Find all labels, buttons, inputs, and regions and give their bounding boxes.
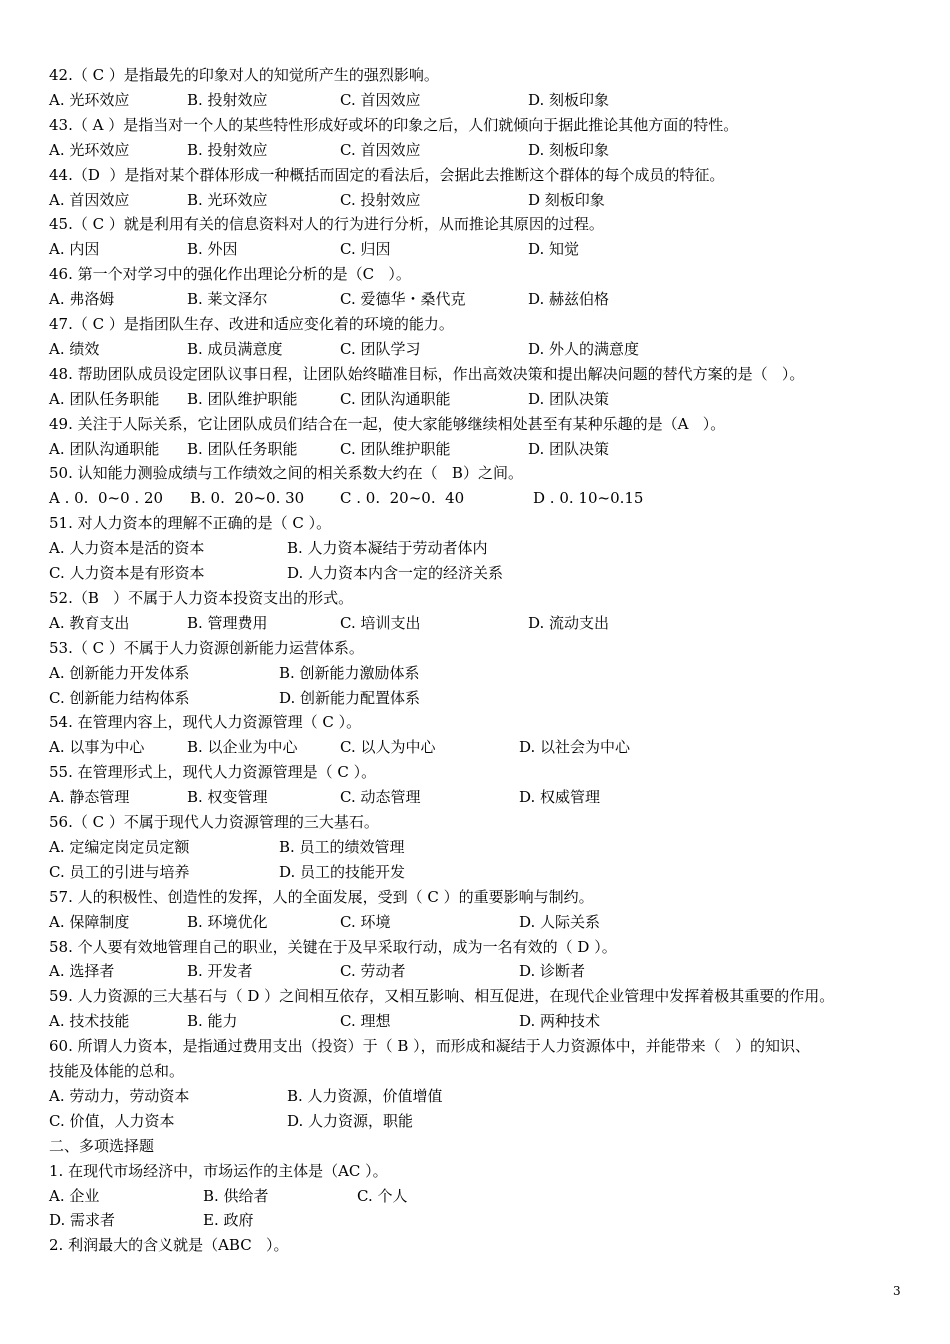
answer-options [49,1086,929,1106]
answer-option: D. 赫兹伯格 [528,290,610,309]
answer-options [49,1186,929,1206]
answer-option: B. 供给者 [203,1186,269,1205]
answer-option: C. 员工的引进与培养 [49,862,190,881]
answer-option: A. 保障制度 [49,912,130,931]
answer-options [49,190,929,210]
answer-options [49,613,929,633]
answer-option: D. 创新能力配置体系 [279,688,421,707]
question-text: 2. 利润最大的含义就是（ABC ）。 [49,1236,289,1255]
question-text: 47.（ C ）是指团队生存、改进和适应变化着的环境的能力。 [49,315,454,333]
answer-options [49,488,929,508]
answer-option: D. 团队决策 [528,439,610,458]
answer-option: A. 技术技能 [49,1012,130,1031]
answer-option: D. 流动支出 [528,613,610,632]
answer-option: D. 权威管理 [519,788,601,807]
answer-option: D. 以社会为中心 [519,738,631,757]
answer-option: B. 环境优化 [187,912,268,931]
answer-option: B. 投射效应 [187,90,268,109]
answer-options [49,663,929,683]
answer-option: D. 刻板印象 [528,90,610,109]
question-text: 50. 认知能力测验成绩与工作绩效之间的相关系数大约在（ B）之间。 [49,464,523,483]
answer-option: C. 首因效应 [340,90,421,109]
answer-option: A. 以事为中心 [49,738,145,757]
answer-option: A. 光环效应 [49,90,130,109]
answer-option: A. 企业 [49,1186,100,1205]
answer-options [49,787,929,807]
answer-options [49,688,929,708]
answer-option: B. 员工的绩效管理 [279,837,405,856]
answer-option: B. 人力资本凝结于劳动者体内 [287,539,488,558]
answer-options [49,538,929,558]
answer-option: C. 投射效应 [340,190,421,209]
answer-option: D. 诊断者 [519,962,586,981]
question-text: 59. 人力资源的三大基石与（ D ）之间相互依存，又相互影响、相互促进，在现代企业管理中发挥着极其重要的作用。 [49,987,835,1006]
answer-option: D. 人力资本内含一定的经济关系 [287,564,504,582]
answer-option: B. 创新能力激励体系 [279,663,420,682]
question-text: 55. 在管理形式上，现代人力资源管理是（ C ）。 [49,763,377,782]
answer-options [49,961,929,981]
answer-option: A. 人力资本是活的资本 [49,539,205,558]
answer-option: C. 爱德华・桑代克 [340,290,466,309]
answer-options [49,1210,929,1230]
answer-option: A. 静态管理 [49,788,130,807]
answer-option: D. 团队决策 [528,389,610,408]
answer-option: D. 人力资源，职能 [287,1111,414,1130]
question-text: 43.（ A ）是指当对一个人的某些特性形成好或坏的印象之后，人们就倾向于据此推论其他方面的特性。 [49,115,739,134]
question-text: 53.（ C ）不属于人力资源创新能力运营体系。 [49,638,364,657]
answer-option: C. 团队沟通职能 [340,389,451,408]
answer-option: B. 能力 [187,1012,238,1031]
answer-option: A. 教育支出 [49,613,130,632]
answer-option: C. 培训支出 [340,613,421,632]
question-text: 52.（B ）不属于人力资本投资支出的形式。 [49,588,354,607]
answer-option: C . 0. 20~0. 40 [340,489,465,508]
answer-options [49,239,929,259]
answer-option: D. 外人的满意度 [528,339,640,358]
answer-option: A. 选择者 [49,962,115,981]
answer-option: B. 外因 [187,240,238,259]
answer-options [49,389,929,409]
answer-option: C. 首因效应 [340,140,421,159]
answer-option: C. 价值，人力资本 [49,1111,175,1130]
question-text: 58. 个人要有效地管理自己的职业，关键在于及早采取行动，成为一名有效的（ D ）。 [49,937,617,956]
answer-option: A. 劳动力，劳动资本 [49,1086,190,1105]
answer-option: C. 团队维护职能 [340,439,451,458]
answer-options [49,563,929,583]
answer-options [49,90,929,110]
question-text: 48. 帮助团队成员设定团队议事日程，让团队始终瞄准目标，作出高效决策和提出解决问题的替代方案的是（ ）。 [49,364,805,383]
answer-option: C. 归因 [340,240,391,259]
answer-option: B. 以企业为中心 [187,738,298,757]
question-text: 57. 人的积极性、创造性的发挥，人的全面发展，受到（ C ）的重要影响与制约。 [49,887,594,906]
answer-options [49,140,929,160]
answer-option: C. 劳动者 [340,962,406,981]
answer-option: D. 人际关系 [519,912,601,931]
answer-options [49,439,929,459]
answer-option: A. 团队沟通职能 [49,439,160,458]
answer-option: B. 投射效应 [187,140,268,159]
answer-option: A. 团队任务职能 [49,389,160,408]
answer-option: D. 知觉 [528,240,580,259]
answer-option: D . 0. 10~0.15 [533,489,644,508]
answer-option: B. 权变管理 [187,788,268,807]
answer-options [49,862,929,882]
question-text: 45.（ C ）就是利用有关的信息资料对人的行为进行分析，从而推论其原因的过程。 [49,215,604,234]
answer-option: C. 理想 [340,1012,391,1031]
answer-option: B. 团队维护职能 [187,389,298,408]
answer-option: A . 0. 0~0 . 20 [49,489,164,508]
answer-option: A. 创新能力开发体系 [49,663,190,682]
answer-option: B. 人力资源，价值增值 [287,1086,443,1105]
question-text: 44.（D ）是指对某个群体形成一种概括而固定的看法后，会据此去推断这个群体的每个成员的特征。 [49,165,725,184]
answer-option: C. 以人为中心 [340,738,436,757]
answer-option: C. 人力资本是有形资本 [49,564,205,582]
answer-option: D. 两种技术 [519,1012,601,1031]
answer-option: B. 光环效应 [187,190,268,209]
answer-option: B. 开发者 [187,962,253,981]
answer-options [49,837,929,857]
question-text: 1. 在现代市场经济中，市场运作的主体是（AC ）。 [49,1161,388,1180]
question-text: 49. 关注于人际关系，它让团队成员们结合在一起，使大家能够继续相处甚至有某种乐趣的是（A ）。 [49,414,726,433]
answer-option: C. 个人 [357,1186,408,1205]
answer-option: D. 员工的技能开发 [279,862,406,881]
answer-option: A. 定编定岗定员定额 [49,837,190,856]
answer-option: B. 成员满意度 [187,339,283,358]
answer-option: A. 内因 [49,240,100,259]
question-text: 二、多项选择题 [49,1136,155,1155]
answer-option: C. 团队学习 [340,339,421,358]
answer-option: B. 莱文泽尔 [187,290,268,309]
answer-option: D. 需求者 [49,1211,116,1230]
answer-options [49,737,929,757]
answer-option: B. 管理费用 [187,613,268,632]
question-text: 60. 所谓人力资本，是指通过费用支出（投资）于（ B ），而形成和凝结于人力资源体中，并能带来（ ）的知识、 [49,1037,810,1056]
answer-option: B. 0. 20~0. 30 [190,489,305,508]
answer-options [49,912,929,932]
answer-option: A. 绩效 [49,339,100,358]
answer-options [49,1111,929,1131]
answer-option: C. 动态管理 [340,788,421,807]
question-text: 51. 对人力资本的理解不正确的是（ C ）。 [49,514,332,533]
answer-option: D. 刻板印象 [528,140,610,159]
answer-option: D 刻板印象 [528,190,605,209]
question-text: 46. 第一个对学习中的强化作出理论分析的是（C ）。 [49,265,411,284]
answer-option: C. 环境 [340,912,391,931]
answer-option: C. 创新能力结构体系 [49,688,190,707]
page-number: 3 [893,1284,901,1298]
answer-options [49,1011,929,1031]
question-text: 42.（ C ）是指最先的印象对人的知觉所产生的强烈影响。 [49,66,439,84]
answer-options [49,289,929,309]
question-text: 54. 在管理内容上，现代人力资源管理（ C ）。 [49,713,362,732]
question-text: 技能及体能的总和。 [49,1062,185,1080]
answer-option: A. 弗洛姆 [49,290,115,309]
answer-option: B. 团队任务职能 [187,439,298,458]
question-text: 56.（ C ）不属于现代人力资源管理的三大基石。 [49,813,379,831]
answer-option: E. 政府 [203,1211,254,1230]
answer-options [49,339,929,359]
answer-option: A. 首因效应 [49,190,130,209]
answer-option: A. 光环效应 [49,140,130,159]
